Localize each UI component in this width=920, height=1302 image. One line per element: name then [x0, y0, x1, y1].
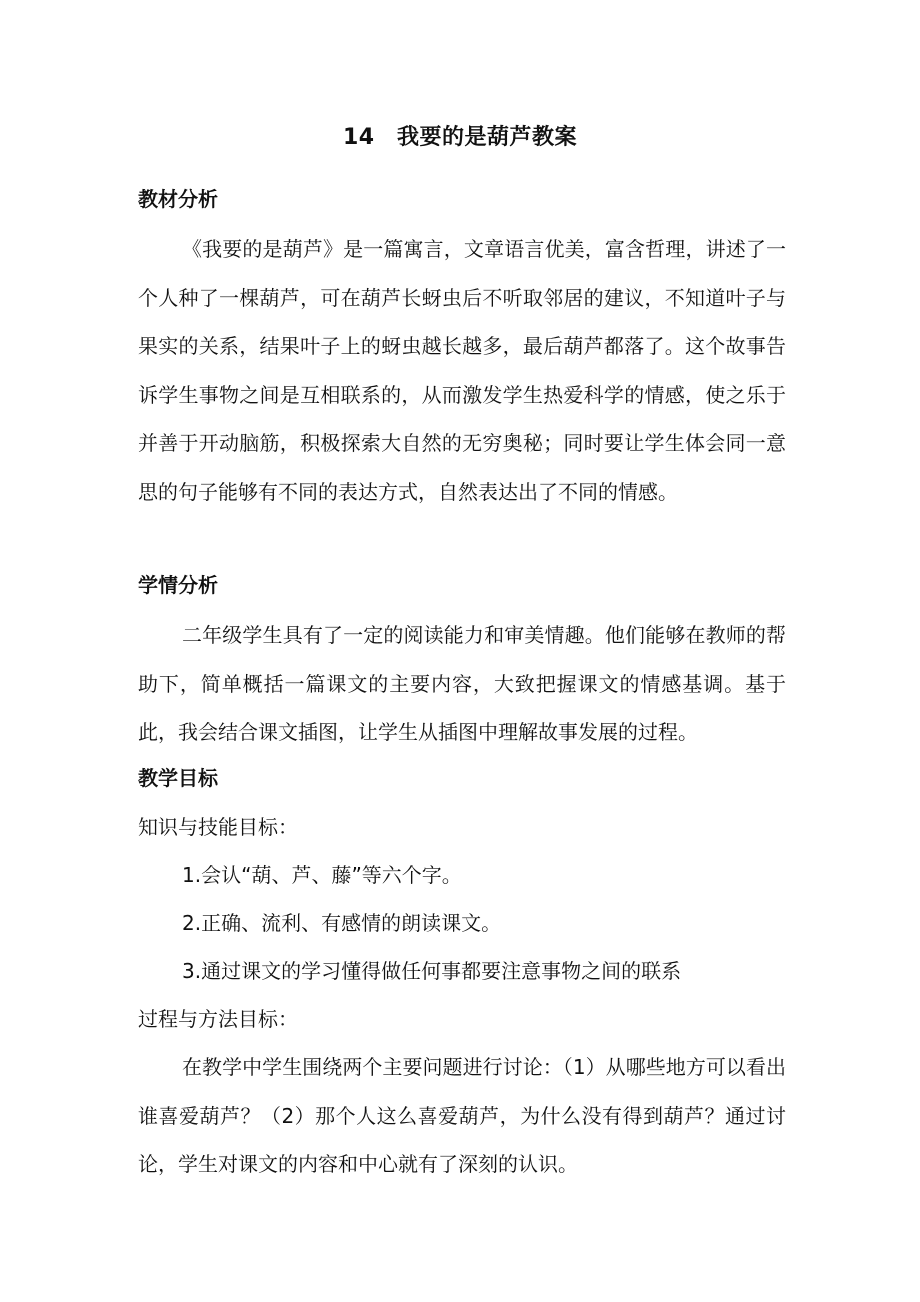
document-title: 14 我要的是葫芦教案 — [342, 125, 578, 150]
heading-teaching-goals: 教学目标 — [138, 766, 218, 790]
knowledge-goal-item: 2.正确、流利、有感情的朗读课文。 — [182, 911, 502, 935]
knowledge-goal-item: 3.通过课文的学习懂得做任何事都要注意事物之间的联系 — [182, 959, 682, 983]
process-goals-label: 过程与方法目标： — [138, 1007, 298, 1031]
knowledge-goal-item: 1.会认“葫、芦、藤”等六个字。 — [182, 863, 462, 887]
paragraph-material-analysis: 《我要的是葫芦》是一篇寓言，文章语言优美，富含哲理，讲述了一个人种了一棵葫芦，可在葫芦长蚜虫后不听取邻居的建议，不知道叶子与果实的关系，结果叶子上的蚜虫越长越多，最后葫芦都落了。这个故事告诉学生事物之间是互相联系的，从而激发学生热爱科学的情感，使之乐于并善于开动脑筋，积极探索大自然的无穷奥秘；同时要让学生体会同一意思的句子能够有不同的表达方式，自然表达出了不同的情感。 — [138, 237, 786, 504]
heading-material-analysis: 教材分析 — [138, 187, 218, 211]
paragraph-student-analysis: 二年级学生具有了一定的阅读能力和审美情趣。他们能够在教师的帮助下，简单概括一篇课文的主要内容，大致把握课文的情感基调。基于此，我会结合课文插图，让学生从插图中理解故事发展的过程。 — [138, 623, 786, 744]
heading-student-analysis: 学情分析 — [138, 573, 218, 597]
paragraph-process-goals: 在教学中学生围绕两个主要问题进行讨论：（1）从哪些地方可以看出谁喜爱葫芦？（2）那个人这么喜爱葫芦，为什么没有得到葫芦？通过讨论，学生对课文的内容和中心就有了深刻的认识。 — [138, 1055, 786, 1176]
knowledge-goals-label: 知识与技能目标： — [138, 815, 298, 839]
